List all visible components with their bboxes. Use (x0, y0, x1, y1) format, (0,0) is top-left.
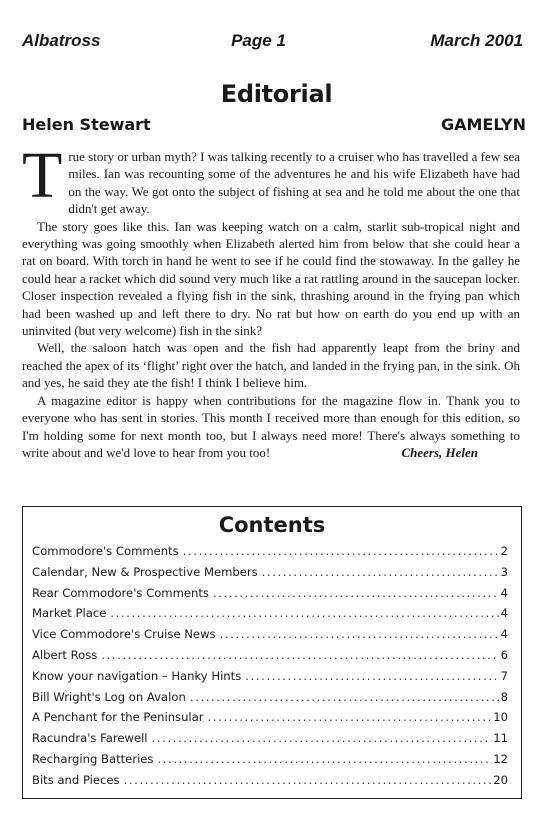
contents-entry (32, 565, 508, 586)
dot-leader (190, 690, 499, 704)
contents-entry (32, 648, 508, 669)
entry-page: 4 (500, 585, 508, 600)
entry-title: Racundra's Farewell (32, 731, 148, 746)
paragraph-text: A magazine editor is happy when contributions for the magazine flow in. Thank you to everyone who has sent in stories. This month I received more than enough for this edition, so I'm holding some for next month too, but I always need more! There's always something to write about and we'd love to hear from you too! (22, 392, 520, 460)
contents-entry (32, 710, 508, 731)
boat-name: GAMELYN (440, 115, 526, 134)
dot-leader (183, 544, 499, 558)
entry-title: Albert Ross (32, 647, 98, 662)
entry-page: 4 (500, 606, 508, 621)
entry-page: 12 (493, 751, 508, 766)
signoff: Cheers, Helen (401, 444, 478, 460)
issue-date: March 2001 (430, 31, 523, 50)
entry-title: Recharging Batteries (32, 751, 154, 766)
editorial-title: Editorial (220, 80, 333, 108)
drop-cap: T (22, 139, 63, 212)
paragraph-text: rue story or urban myth? I was talking recently to a cruiser who has travelled a few sea miles. Ian was recounting some of the adventures he and his wife Elizabeth have had on the way. We got onto the subject of fishing at sea and he told me about the one that didn't get away. (68, 149, 520, 217)
entry-title: Rear Commodore's Comments (32, 585, 209, 600)
contents-entry (32, 544, 508, 565)
contents-entry (32, 690, 508, 711)
entry-page: 3 (500, 564, 508, 579)
entry-title: Market Place (32, 606, 107, 621)
article-paragraph: Well, the saloon hatch was open and the fish had apparently leapt from the briny and reached the apex of its ‘flight’ right over the hatch, and landed in the frying pan, in the sink. Oh and yes, he said they ate the fish! I think I believe him. (22, 340, 520, 391)
dot-leader (245, 669, 498, 683)
entry-title: Bits and Pieces (32, 772, 120, 787)
contents-box (22, 506, 522, 799)
contents-title: Contents (218, 513, 326, 537)
page-number: Page 1 (231, 31, 286, 50)
publication-name: Albatross (22, 31, 101, 50)
dot-leader (208, 710, 492, 724)
entry-title: A Penchant for the Peninsular (32, 710, 204, 725)
entry-page: 4 (500, 627, 508, 642)
contents-list (32, 544, 508, 794)
entry-title: Know your navigation – Hanky Hints (32, 668, 242, 683)
entry-page: 8 (500, 689, 508, 704)
dot-leader (101, 648, 498, 662)
entry-title: Vice Commodore's Cruise News (32, 627, 216, 642)
entry-page: 20 (493, 772, 508, 787)
entry-page: 7 (500, 668, 508, 683)
dot-leader (262, 565, 499, 579)
contents-entry (32, 752, 508, 773)
article-paragraph (22, 392, 520, 462)
contents-entry (32, 606, 508, 627)
entry-page: 6 (500, 647, 508, 662)
dot-leader (124, 773, 492, 787)
entry-title: Calendar, New & Prospective Members (32, 564, 258, 579)
dot-leader (152, 731, 492, 745)
article-paragraph (22, 139, 520, 218)
running-header (22, 31, 523, 55)
byline (22, 115, 526, 139)
contents-entry (32, 669, 508, 690)
dot-leader (157, 752, 491, 766)
entry-page: 10 (493, 710, 508, 725)
entry-title: Bill Wright's Log on Avalon (32, 689, 186, 704)
contents-entry (32, 731, 508, 752)
article-paragraph: The story goes like this. Ian was keeping watch on a calm, starlit sub-tropical night and everything was going smoothly when Elizabeth alerted him from below that she could hear a rat on board. With torch in hand he went to see if he could find the stowaway. In the galley he could hear a racket which did sound very much like a rat rattling around in the saucepan locker. Closer inspection revealed a flying fish in the sink, thrashing around in the frying pan which had been washed up and left there to dry. No rat but how on earth do you end up with an uninvited (but very welcome) fish in the sink? (22, 218, 520, 339)
entry-page: 2 (500, 544, 508, 558)
contents-entry (32, 586, 508, 607)
entry-page: 11 (493, 731, 508, 746)
editorial-article (22, 139, 520, 461)
contents-entry (32, 627, 508, 648)
contents-entry (32, 773, 508, 794)
dot-leader (220, 627, 499, 641)
entry-title: Commodore's Comments (32, 544, 179, 558)
dot-leader (213, 586, 499, 600)
dot-leader (110, 606, 498, 620)
author-name: Helen Stewart (22, 115, 151, 134)
